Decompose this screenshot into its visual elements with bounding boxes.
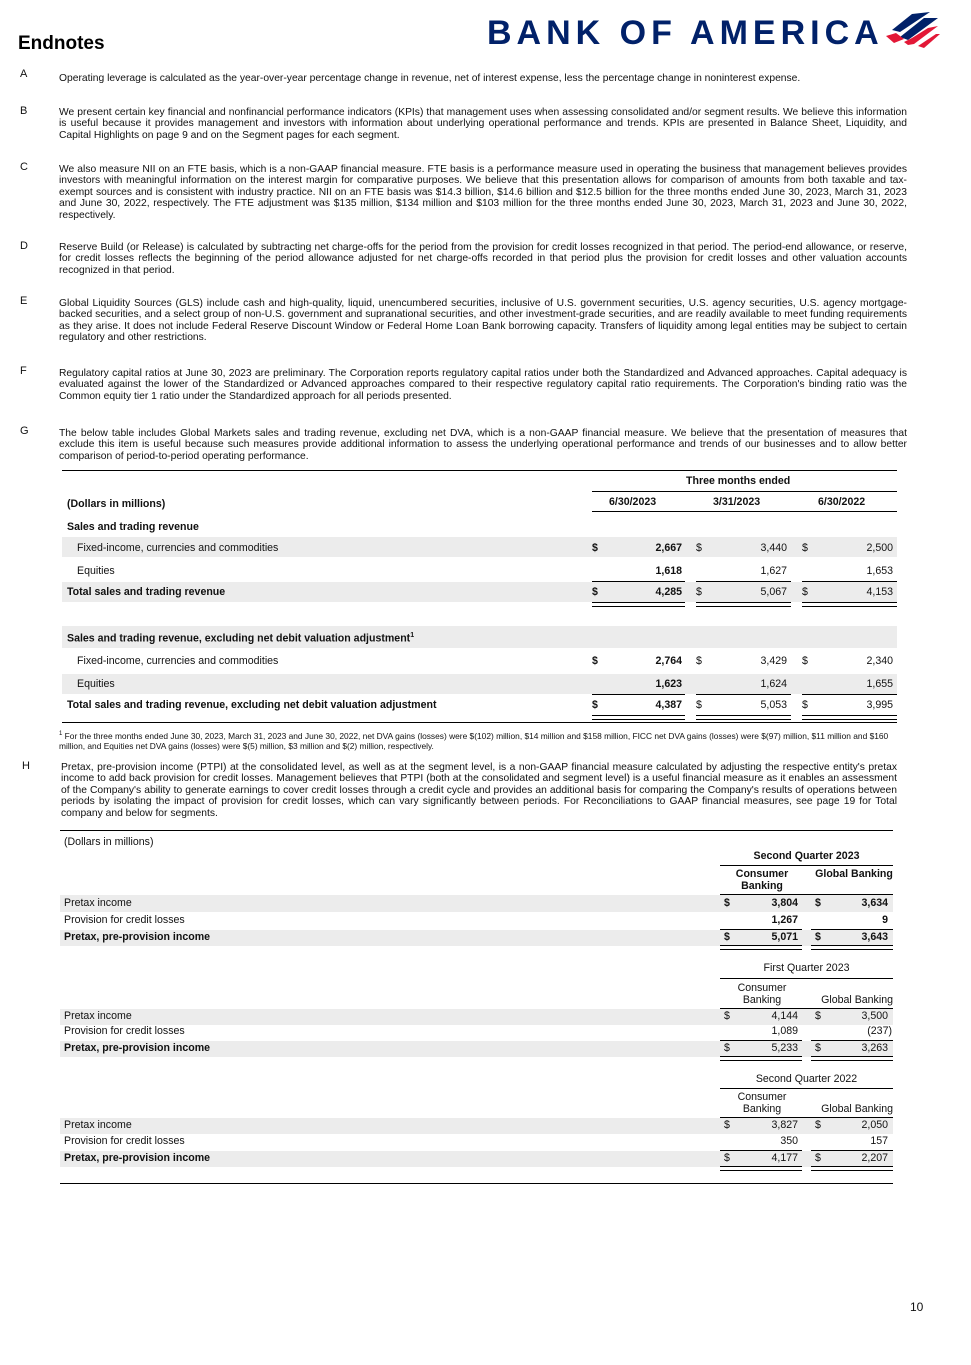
ptpi-units-label: (Dollars in millions) bbox=[64, 836, 154, 848]
note-f: Regulatory capital ratios at June 30, 2023 are preliminary. The Corporation reports regulatory capital ratios under both the Standardized and Advanced approaches. Capital adequacy is evaluated against the lower of the Standardized or Advanced approaches compared to their respective regulatory capital ratio requirements. The Corporation's binding ratio was the Common equity tier 1 ratio under the Standardized approach for all periods presented. bbox=[59, 368, 907, 402]
section-sales-trading: Sales and trading revenue bbox=[67, 521, 199, 533]
col-header-global: Global Banking bbox=[821, 994, 893, 1006]
period-header: Second Quarter 2022 bbox=[755, 1073, 858, 1085]
table-row: Provision for credit losses 1,089 (237) bbox=[64, 1025, 892, 1037]
period-header: Second Quarter 2023 bbox=[753, 850, 860, 862]
units-label: (Dollars in millions) bbox=[67, 498, 166, 510]
table-row: Pretax income $ 3,827 $ 2,050 bbox=[60, 1118, 893, 1134]
note-h: Pretax, pre-provision income (PTPI) at the consolidated level, as well as at the segment level, is a non-GAAP financial measure calculated by adjusting the respective entity's pretax income to add back provision for credit losses. Management believes that PTPI (both at the consolidated and segment level) is a useful financial measure as it enables an assessment of the Company's ability to generate earnings to cover credit losses through a credit cycle and provides an additional basis for comparing the Company's results of operations between periods by isolating the impact of provision for credit losses, which can vary significantly between periods. For Reconciliations to GAAP financial measures, see page 19 for Total company and below for segments. bbox=[61, 762, 897, 819]
note-letter-g: G bbox=[20, 425, 29, 437]
logo-wordmark: BANK OF AMERICA bbox=[487, 14, 884, 52]
bank-logo bbox=[487, 12, 947, 54]
note-letter-a: A bbox=[20, 68, 28, 80]
table-row: Provision for credit losses 350 157 bbox=[64, 1135, 888, 1147]
note-b: We present certain key financial and nonfinancial performance indicators (KPIs) that management uses when assessing consolidated and/or segment results. We believe this information is useful because it provides management and investors with information about underlying operational performance and trends. KPIs are presented in Balance Sheet, Liquidity, and Capital Highlights on page 9 and on the Segment pages for each segment. bbox=[59, 107, 907, 141]
table-row: Fixed-income, currencies and commodities $ 2,667 $ 3,440 $ 2,500 bbox=[62, 537, 897, 557]
col-header-q2-2022: 6/30/2022 bbox=[818, 496, 866, 508]
table-row: Pretax income $ 4,144 $ 3,500 bbox=[60, 1009, 893, 1025]
note-letter-h: H bbox=[22, 760, 30, 772]
table-row: Equities 1,623 1,624 1,655 bbox=[62, 674, 897, 694]
col-header-global: Global Banking bbox=[815, 868, 893, 880]
col-header-consumer: Consumer Banking bbox=[735, 868, 789, 892]
three-months-header: Three months ended bbox=[686, 475, 791, 487]
note-e: Global Liquidity Sources (GLS) include cash and high-quality, liquid, unencumbered securities, inclusive of U.S. government securities, U.S. agency securities, U.S. agency mortgage-backed securities, and a select group of non-U.S. government and supranational securities, and other investment-grade securities, and are readily available to meet funding requirements as they arise. It does not include Federal Reserve Discount Window or Federal Home Loan Bank borrowing capacity. Transfers of liquidity among legal entities may be subject to certain regulatory and other restrictions. bbox=[59, 298, 907, 344]
section-excl-dva: Sales and trading revenue, excluding net debit valuation adjustment$^1$ bbox=[67, 632, 415, 645]
page-title: Endnotes bbox=[18, 33, 105, 54]
table-row: Equities 1,618 1,627 1,653 bbox=[77, 565, 893, 577]
note-letter-f: F bbox=[20, 365, 27, 377]
note-a: Operating leverage is calculated as the year-over-year percentage change in revenue, net of interest expense, less the percentage change in noninterest expense. bbox=[59, 73, 801, 84]
table-row: Pretax income $ 3,804 $ 3,634 bbox=[60, 895, 893, 912]
note-letter-b: B bbox=[20, 105, 28, 117]
table-row-total: Pretax, pre-provision income $ 5,233 $ 3,263 bbox=[60, 1041, 893, 1057]
table-row-total: Pretax, pre-provision income $ 4,177 $ 2,207 bbox=[60, 1151, 893, 1167]
section-excl-dva-row bbox=[62, 626, 897, 648]
table-row-total: Pretax, pre-provision income $ 5,071 $ 3,643 bbox=[60, 930, 893, 946]
note-letter-d: D bbox=[20, 240, 28, 252]
table-row-total: Total sales and trading revenue $ 4,285 $ 5,067 $ 4,153 bbox=[62, 582, 897, 602]
note-letter-c: C bbox=[20, 161, 28, 173]
col-header-global: Global Banking bbox=[821, 1103, 893, 1115]
note-d: Reserve Build (or Release) is calculated by subtracting net charge-offs for the period from the provision for credit losses recognized in that period. The period-end allowance, or reserve, for credit losses reflects the beginning of the period allowance adjusted for net charge-offs recorded in that period plus the provision for credit losses and other valuation accounts recognized in that period. bbox=[59, 242, 907, 276]
period-header: First Quarter 2023 bbox=[763, 962, 850, 974]
table-footnote: $^1$ For the three months ended June 30, 2023, March 31, 2023 and June 30, 2022, net DVA gains (losses) were $(102) million, $14 million and $158 million, FICC net DVA gains (losses) were $(97) million, $11 million and $160 million, and Equities net DVA gains (losses) were $(5) million, $3 million and $(2) million, respectively. bbox=[59, 730, 889, 751]
sales-trading-table bbox=[62, 468, 897, 728]
note-c: We also measure NII on an FTE basis, which is a non-GAAP financial measure. FTE basis is a performance measure used in operating the business that management believes provides investors with meaningful information on the interest margin for comparative purposes. We believe that this presentation allows for comparison of amounts from both taxable and tax-exempt sources and is consistent with industry practice. NII on an FTE basis was $14.3 billion, $14.6 billion and $12.5 billion for the three months ended June 30, 2023, March 31, 2023 and June 30, 2022, respectively. The FTE adjustment was $135 million, $134 million and $103 million for the three months ended June 30, 2023, March 31, 2023 and June 30, 2022, respectively. bbox=[59, 164, 907, 221]
note-g: The below table includes Global Markets sales and trading revenue, excluding net DVA, which is a non-GAAP financial measure. We believe that the presentation of measures that exclude this item is useful because such measures provide additional information to assess the underlying operational performance and trends of our businesses and to allow better comparison of period-to-period operating performance. bbox=[59, 428, 907, 462]
table-row: Fixed-income, currencies and commodities $ 2,764 $ 3,429 $ 2,340 bbox=[77, 655, 893, 667]
ptpi-table bbox=[60, 828, 893, 1188]
table-row-total: Total sales and trading revenue, excluding net debit valuation adjustment $ 4,387 $ 5,053 $ 3,995 bbox=[67, 699, 893, 711]
col-header-q1-2023: 3/31/2023 bbox=[713, 496, 761, 508]
page-number: 10 bbox=[910, 1300, 924, 1314]
flag-icon bbox=[882, 12, 940, 52]
col-header-consumer: Consumer Banking bbox=[737, 1091, 787, 1115]
note-letter-e: E bbox=[20, 295, 28, 307]
col-header-consumer: Consumer Banking bbox=[737, 982, 787, 1006]
table-row: Provision for credit losses 1,267 9 bbox=[64, 914, 888, 926]
col-header-q2-2023: 6/30/2023 bbox=[609, 496, 657, 508]
